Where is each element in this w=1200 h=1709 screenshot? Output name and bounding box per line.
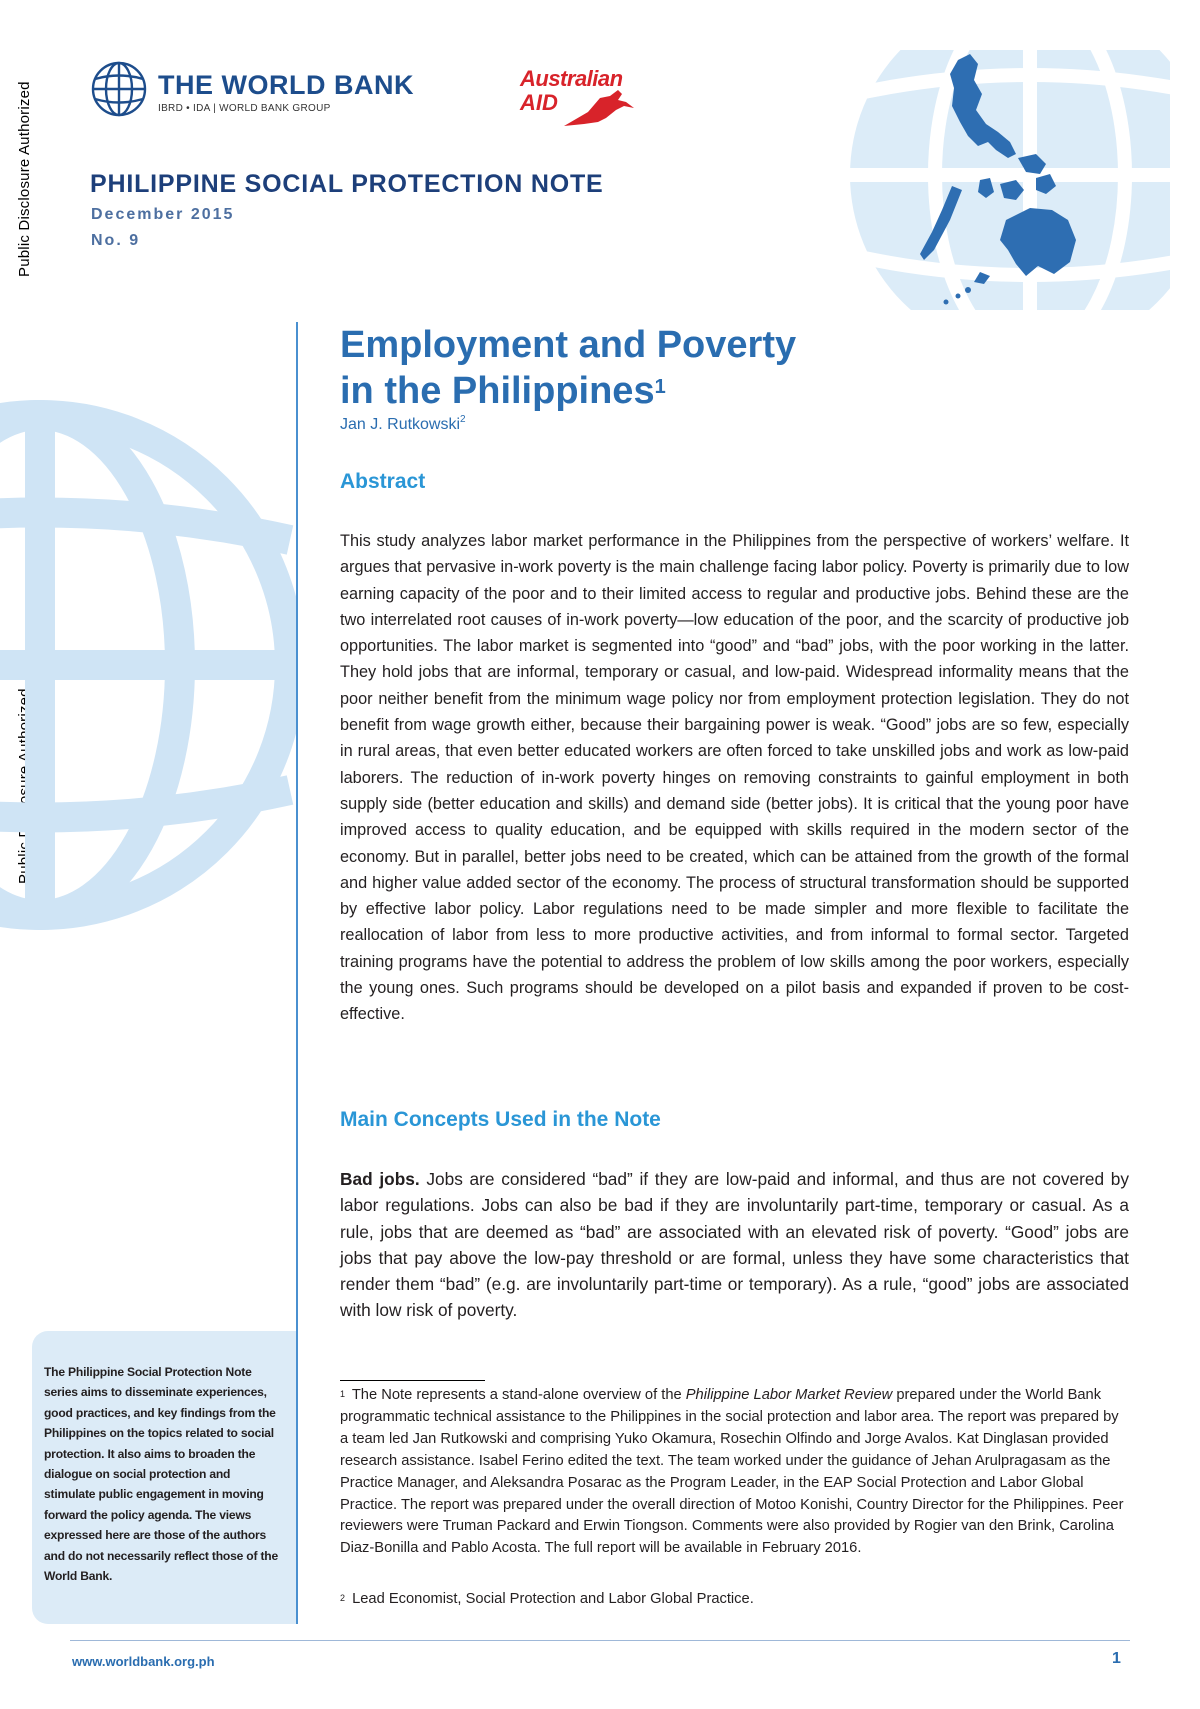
- author-footnote-ref[interactable]: 2: [460, 414, 466, 425]
- footnote-divider: [340, 1380, 485, 1381]
- footnote-1-number: 1: [340, 1389, 346, 1399]
- concept-term: Bad jobs.: [340, 1169, 420, 1189]
- title-line-2: in the Philippines: [340, 370, 655, 412]
- concept-definition: Jobs are considered “bad” if they are low-paid and informal, and thus are not covered by labor regulations. Jobs can also be bad if they are involuntarily part-time, temporary or casual. As a rule, jobs that are deemed as “bad” are associated with an elevated risk of poverty. “Good” jobs are jobs that pay above the low-pay threshold or are formal, unless they have some characteristics that render them “bad” (e.g. are involuntarily part-time or temporary). As a rule, “good” jobs are associated with low risk of poverty.: [340, 1169, 1129, 1321]
- series-info-text: The Philippine Social Protection Note series aims to disseminate experiences, good practices, and key findings from the Philippines on the topics related to social protection. It also aims to broaden the dialogue on social protection and stimulate public engagement in moving forward the policy agenda. The views expressed here are those of the authors and do not necessarily reflect those of the World Bank.: [44, 1365, 279, 1584]
- concepts-text: [340, 1166, 1129, 1324]
- title-footnote-ref[interactable]: 1: [654, 376, 666, 398]
- title-line-1: Employment and Poverty: [340, 324, 797, 366]
- world-bank-name: THE WORLD BANK: [158, 70, 414, 100]
- footnote-1-pre: The Note represents a stand-alone overview of the: [348, 1387, 686, 1403]
- abstract-heading: Abstract: [340, 470, 426, 493]
- world-bank-globe-icon: [90, 60, 148, 118]
- footnote-1: [340, 1385, 1129, 1560]
- footnote-1-italic: Philippine Labor Market Review: [685, 1387, 893, 1403]
- series-title: PHILIPPINE SOCIAL PROTECTION NOTE: [90, 170, 604, 198]
- disclosure-stamp-bottom: Public Disclosure Authorized: [16, 688, 33, 884]
- disclosure-stamp-top: Public Disclosure Authorized: [16, 81, 33, 277]
- page-number: 1: [1112, 1650, 1121, 1667]
- column-divider: [296, 322, 298, 1624]
- issue-number: No. 9: [91, 232, 141, 249]
- world-bank-subtitle: IBRD • IDA | WORLD BANK GROUP: [158, 103, 331, 114]
- footnote-2-text: Lead Economist, Social Protection and Labor Global Practice.: [348, 1591, 754, 1607]
- footnote-1-post: prepared under the World Bank programmatic technical assistance to the Philippines in the social protection and labor area. The report was prepared by a team led Jan Rutkowski and comprising Yuko Okamura, Rosechin Olfindo and Jorge Avalos. Kat Dinglasan provided research assistance. Isabel Ferino edited the text. The team worked under the guidance of Jehan Arulpragasam as the Practice Manager, and Aleksandra Posarac as the Program Leader, in the EAP Social Protection and Labor Global Practice. The report was prepared under the overall direction of Motoo Konishi, Country Director for the Philippines. Peer reviewers were Truman Packard and Erwin Tiongson. Comments were also provided by Rogier van den Brink, Carolina Diaz-Bonilla and Pablo Acosta. The full report will be available in February 2016.: [340, 1387, 1124, 1557]
- footnote-2: [340, 1589, 754, 1610]
- australian-aid-logo: [512, 66, 652, 138]
- author: [340, 416, 466, 434]
- decorative-globe-icon: [0, 390, 300, 950]
- footnote-2-number: 2: [340, 1593, 346, 1603]
- australian-aid-wordmark: Australian: [520, 66, 623, 91]
- kangaroo-icon: [560, 88, 640, 130]
- footer-divider: [70, 1640, 1130, 1641]
- author-name: Jan J. Rutkowski: [340, 416, 461, 433]
- page-title: [340, 322, 1060, 414]
- aid-wordmark: AID: [520, 90, 558, 115]
- concepts-heading: Main Concepts Used in the Note: [340, 1108, 661, 1131]
- philippines-map-globe-icon: [840, 50, 1170, 310]
- publication-date: December 2015: [91, 206, 235, 223]
- abstract-text: This study analyzes labor market performance in the Philippines from the perspective of workers’ welfare. It argues that pervasive in-work poverty is the main challenge facing labor policy. Poverty is primarily due to low earning capacity of the poor and to their limited access to regular and productive jobs. Behind these are the two interrelated root causes of in-work poverty—low education of the poor, and the scarcity of productive job opportunities. The labor market is segmented into “good” and “bad” jobs, with the poor working in the latter. They hold jobs that are informal, temporary or casual, and low-paid. Widespread informality means that the poor neither benefit from the minimum wage policy nor from employment protection legislation. They do not benefit from wage growth either, because their bargaining power is weak. “Good” jobs are so few, especially in rural areas, that even better educated workers are often forced to take unskilled jobs and work as low-paid laborers. The reduction of in-work poverty hinges on removing constraints to gainful employment in both supply side (better education and skills) and demand side (better jobs). It is critical that the young poor have improved access to quality education, and be equipped with skills required in the modern sector of the economy. But in parallel, better jobs need to be created, which can be attained from the growth of the formal and higher value added sector of the economy. The process of structural transformation should be supported by effective labor policy. Labor regulations need to be made simpler and more flexible to facilitate the reallocation of labor from less to more productive activities, and from informal to formal sector. Targeted training programs have the potential to address the problem of low skills among the poor workers, especially the young ones. Such programs should be developed on a pilot basis and expanded if proven to be cost-effective.: [340, 532, 1129, 1024]
- website-link[interactable]: www.worldbank.org.ph: [72, 1654, 215, 1669]
